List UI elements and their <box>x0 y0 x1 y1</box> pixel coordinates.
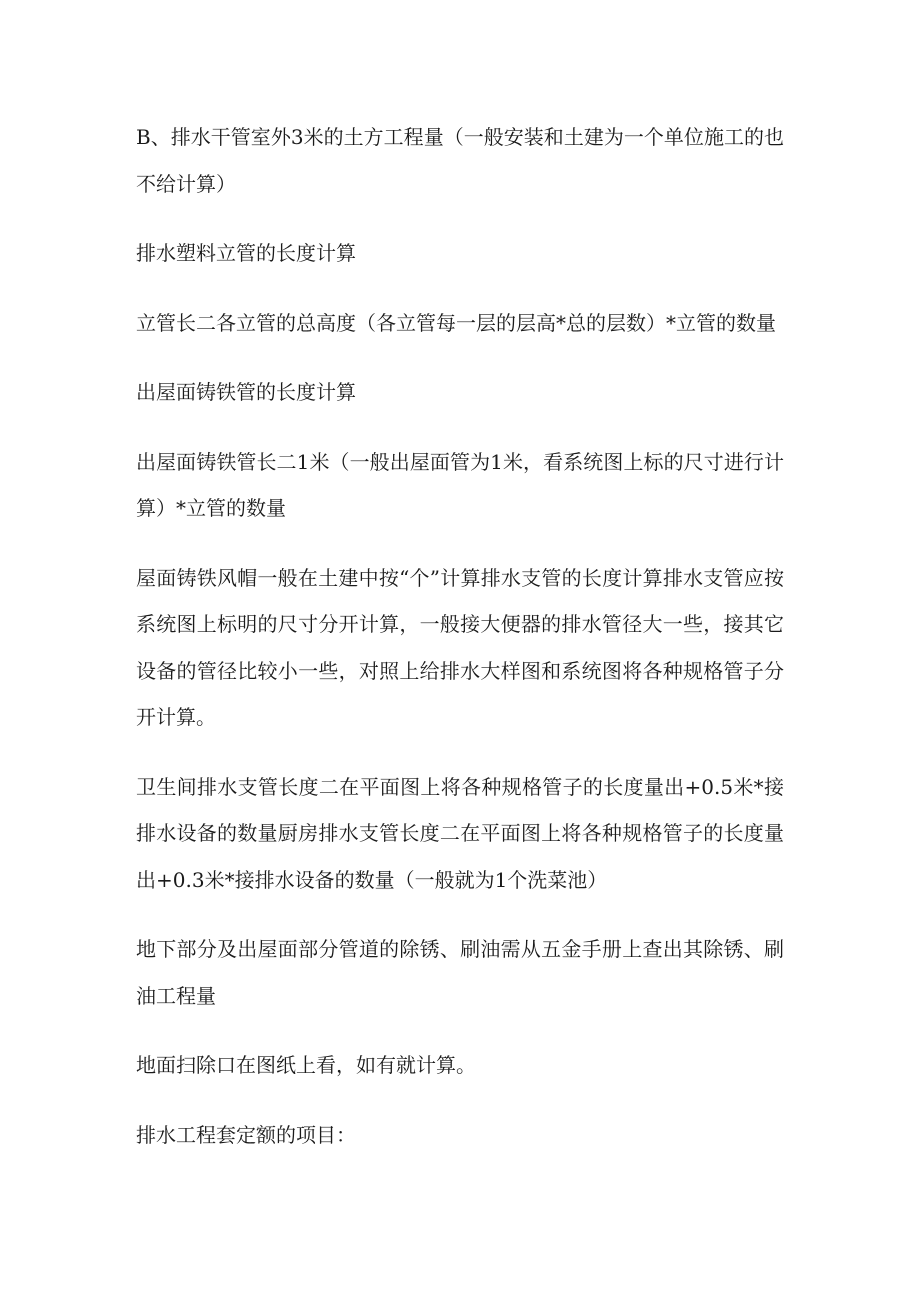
paragraph-riser-formula: 立管长二各立管的总高度（各立管每一层的层高*总的层数）*立管的数量 <box>136 310 776 335</box>
paragraph-drain-earthwork: B、排水干管室外3米的土方工程量（一般安装和土建为一个单位施工的也不给计算） <box>136 125 784 196</box>
heading-quota-items: 排水工程套定额的项目： <box>136 1122 356 1147</box>
document-body <box>136 114 784 1158</box>
heading-plastic-riser-length: 排水塑料立管的长度计算 <box>136 241 356 265</box>
paragraph-cast-iron-pipe-formula: 出屋面铸铁管长二1米（一般出屋面管为1米，看系统图上标的尺寸进行计算）*立管的数量 <box>136 449 784 520</box>
paragraph-bathroom-kitchen-branch: 卫生间排水支管长度二在平面图上将各种规格管子的长度量出+0.5米*接排水设备的数量厨房排水支管长度二在平面图上将各种规格管子的长度量出+0.3米*接排水设备的数量（一般就为1个洗菜池） <box>136 774 784 892</box>
paragraph-floor-cleanout: 地面扫除口在图纸上看，如有就计算。 <box>136 1053 476 1077</box>
paragraph-rust-removal-painting: 地下部分及出屋面部分管道的除锈、刷油需从五金手册上查出其除锈、刷油工程量 <box>136 937 784 1008</box>
paragraph-vent-cap-branch-pipe: 屋面铸铁风帽一般在土建中按“个”计算排水支管的长度计算排水支管应按系统图上标明的尺寸分开计算，一般接大便器的排水管径大一些，接其它设备的管径比较小一些，对照上给排水大样图和系统图将各种规格管子分开计算。 <box>136 565 784 729</box>
heading-cast-iron-pipe-length: 出屋面铸铁管的长度计算 <box>136 380 356 404</box>
